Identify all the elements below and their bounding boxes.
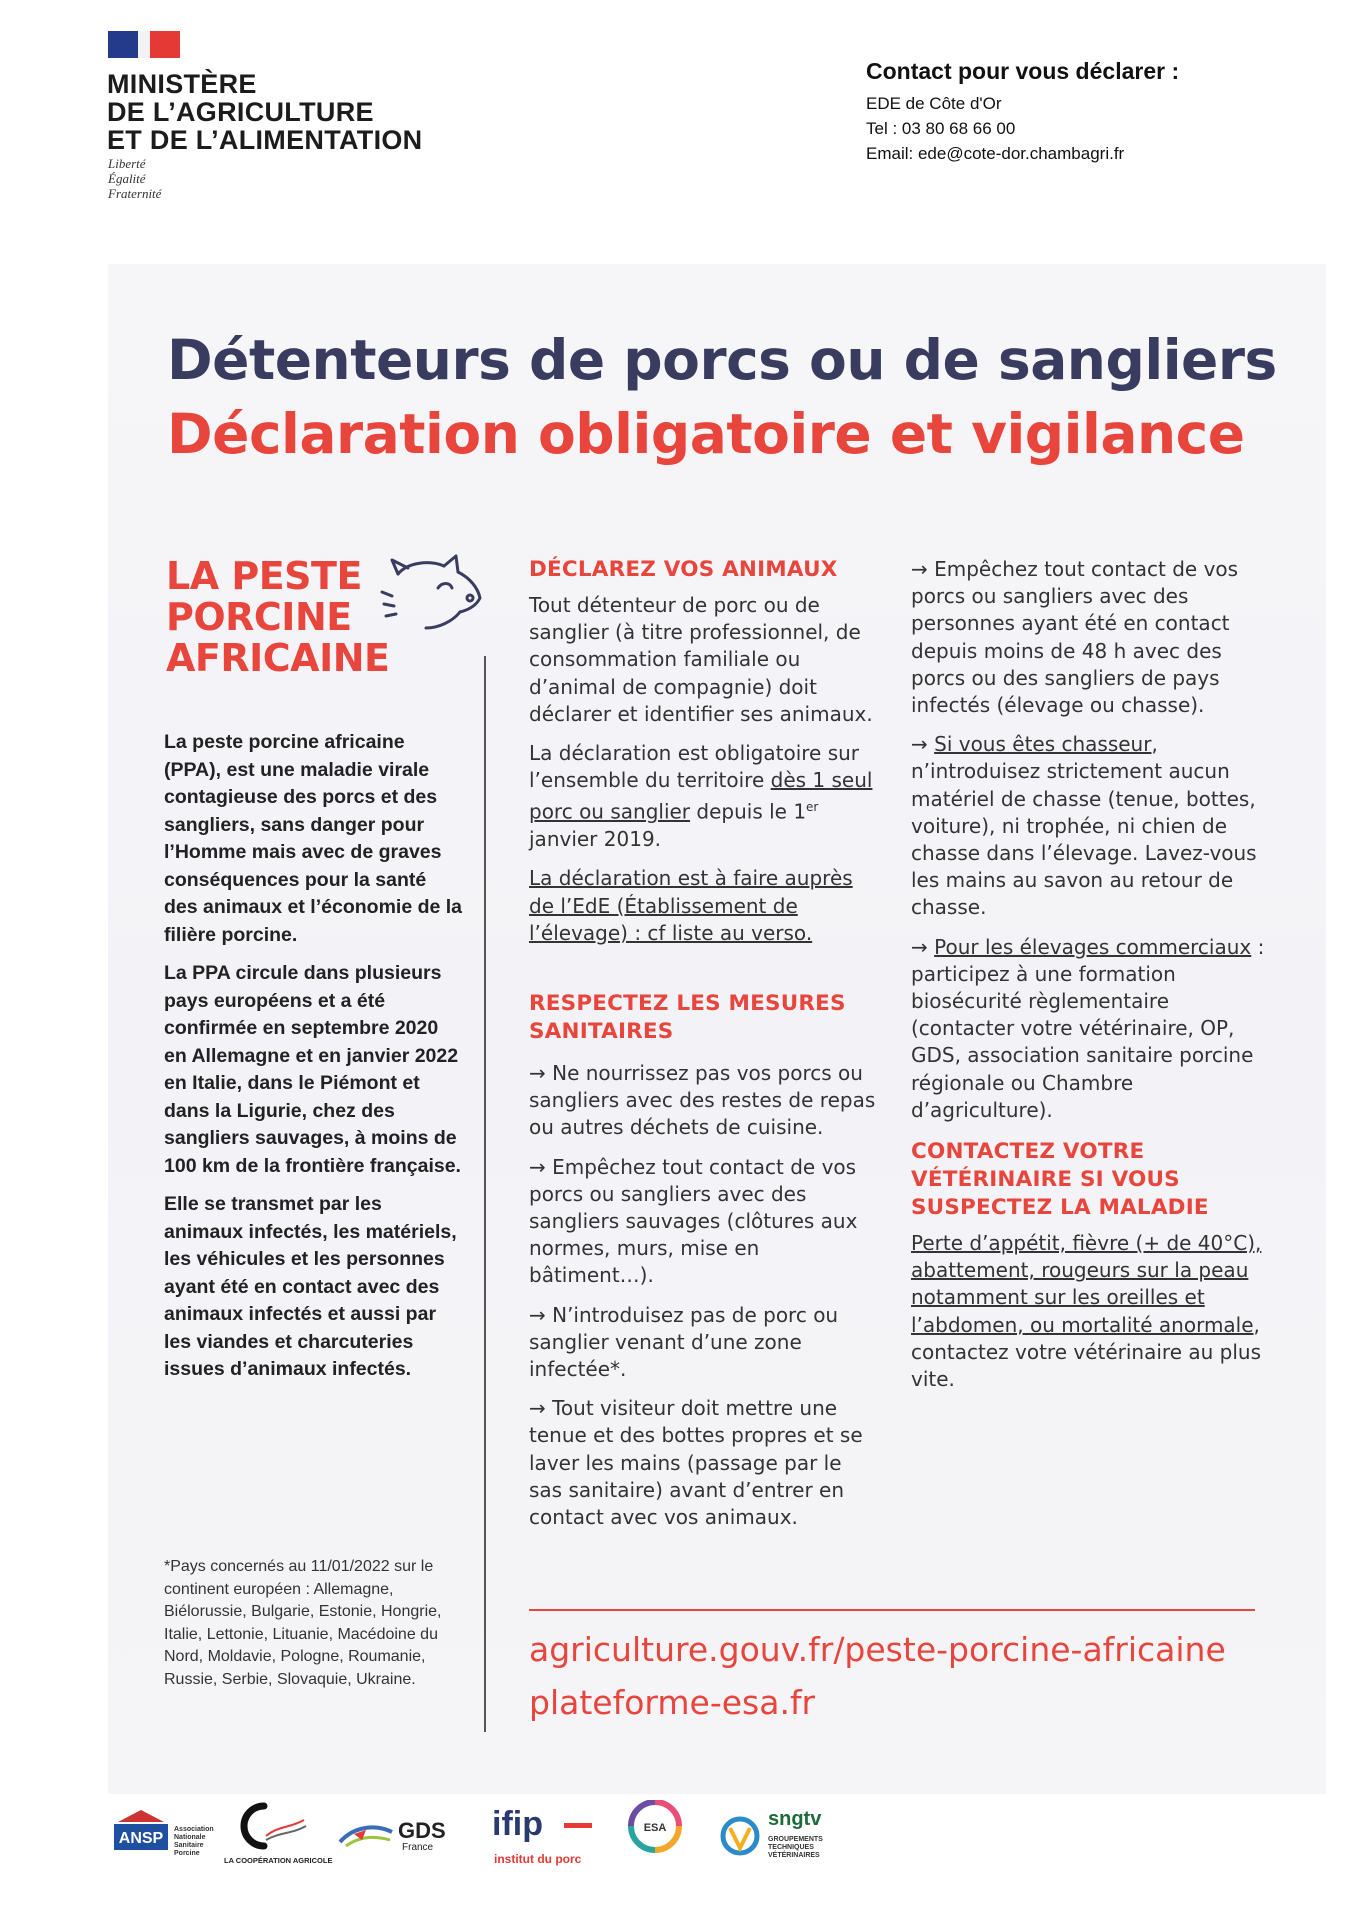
measure-item: → Empêchez tout contact de vos porcs ou sangliers avec des sangliers sauvages (clôtures aux normes, murs, mise en bâtiment…). [529, 1154, 858, 1288]
motto-line: Liberté [108, 156, 146, 171]
ansp-name: Association Nationale Sanitaire Porcine [174, 1826, 214, 1857]
arrow-text: → [911, 934, 935, 959]
ministry-name [107, 70, 423, 154]
vigilance-item: → Empêchez tout contact de vos porcs ou sangliers avec des personnes ayant été en contact depuis moins de 48 h avec des porcs ou des sangliers de pays infectés (élevage ou chasse). [911, 557, 1239, 718]
declare-section [529, 556, 879, 959]
republic-motto [108, 156, 161, 201]
contact-block [866, 58, 1179, 166]
text-span: janvier 2019. [529, 827, 662, 852]
declare-paragraph: Tout détenteur de porc ou de sanglier (à titre professionnel, de consommation familiale ou d’animal de compagnie) doit déclarer et identifier ses animaux. [529, 593, 873, 726]
underlined-text: Perte d’appétit, fièvre (+ de 40°C), abattement, rougeurs sur la peau notamment sur les oreilles et l’abdomen, ou mortalité anormale [911, 1231, 1262, 1337]
contact-email: Email: ede@cote-dor.chambagri.fr [866, 144, 1125, 163]
measure-item: → Ne nourrissez pas vos porcs ou sangliers avec des restes de repas ou autres déchets de cuisine. [529, 1061, 876, 1140]
ansp-logo [112, 1808, 170, 1852]
ppa-heading-line: AFRICAINE [166, 636, 390, 680]
vet-heading: CONTACTEZ VOTRE VÉTÉRINAIRE SI VOUS SUSPECTEZ LA MALADIE [911, 1139, 1209, 1221]
motto-line: Égalité [108, 171, 146, 186]
vigilance-item [911, 731, 1271, 921]
text-span: depuis le 1 [690, 800, 807, 825]
measures-section [529, 990, 879, 1543]
links-separator [529, 1609, 1255, 1611]
underlined-text: Pour les élevages commerciaux [934, 934, 1252, 959]
underlined-text: dès 1 seul porc ou sanglier [529, 768, 873, 825]
contact-phone: Tel : 03 80 68 66 00 [866, 119, 1016, 138]
sngtv-logo [720, 1816, 760, 1856]
text-span: , contactez votre vétérinaire au plus vite. [911, 1312, 1261, 1392]
text-span: , n’introduisez strictement aucun matériel de chasse (tenue, bottes, voiture), ni trophée, ni chien de chasse dans l’élevage. Lavez-vous les mains au savon au retour de chasse. [911, 732, 1257, 920]
ppa-heading [166, 556, 389, 679]
ppa-description [164, 729, 464, 1395]
declare-heading: DÉCLAREZ VOS ANIMAUX [529, 557, 838, 582]
ppa-heading-line: PORCINE [166, 595, 352, 639]
ppa-paragraph: Elle se transmet par les animaux infectés, les matériels, les véhicules et les personnes ayant été en contact avec des animaux infectés et aussi par les viandes et charcuteries issues d’animaux infectés. [164, 1193, 457, 1380]
agriculture-link[interactable]: agriculture.gouv.fr/peste-porcine-africaine [529, 1630, 1226, 1669]
ifip-name: ifip [492, 1805, 543, 1843]
declare-paragraph [529, 740, 879, 853]
ministry-line: ET DE L’ALIMENTATION [107, 125, 423, 155]
gds-name: GDS [398, 1818, 446, 1843]
esa-logo [628, 1800, 682, 1858]
measure-item: → Tout visiteur doit mettre une tenue et des bottes propres et se laver les mains (passage par le sas sanitaire) avant d’entrer en contact avec vos animaux. [529, 1396, 863, 1530]
ppa-heading-line: LA PESTE [166, 554, 362, 598]
gds-country: France [402, 1842, 434, 1853]
motto-line: Fraternité [108, 186, 162, 201]
column-divider [484, 656, 486, 1732]
measure-item: → N’introduisez pas de porc ou sanglier venant d’une zone infectée*. [529, 1302, 839, 1382]
underlined-text: Si vous êtes chasseur [934, 732, 1152, 757]
superscript: er [806, 800, 819, 815]
ppa-paragraph: La PPA circule dans plusieurs pays européens et a été confirmée en septembre 2020 en Allemagne et en janvier 2022 en Italie, dans le Piémont et dans la Ligurie, chez des sangliers sauvages, à moins de 100 km de la frontière française. [164, 962, 461, 1177]
declare-where-link: La déclaration est à faire auprès de l’EdE (Établissement de l’élevage) : cf liste au verso. [529, 866, 853, 945]
contact-title: Contact pour vous déclarer : [866, 58, 1180, 84]
cooperation-agricole-logo [230, 1800, 310, 1852]
measures-heading: RESPECTEZ LES MESURES SANITAIRES [529, 991, 846, 1044]
poster-subtitle: Déclaration obligatoire et vigilance [167, 402, 1245, 466]
arrow-text: → [911, 732, 935, 757]
ifip-subtitle: institut du porc [494, 1852, 582, 1866]
vigilance-item [911, 934, 1271, 1124]
vet-paragraph [911, 1230, 1271, 1393]
gds-logo [336, 1822, 396, 1850]
ifip-accent-bar [564, 1823, 592, 1828]
ppa-paragraph: La peste porcine africaine (PPA), est une maladie virale contagieuse des porcs et des sangliers, sans danger pour l’Homme mais avec de graves conséquences pour la santé des animaux et l’économie de la filière porcine. [164, 731, 463, 946]
esa-link[interactable]: plateforme-esa.fr [529, 1683, 816, 1722]
ansp-logo-text: ANSP [118, 1830, 164, 1847]
ministry-line: DE L’AGRICULTURE [107, 97, 374, 127]
ministry-line: MINISTÈRE [107, 69, 257, 99]
vigilance-section [911, 556, 1271, 1405]
poster-title: Détenteurs de porcs ou de sangliers [167, 328, 1277, 392]
countries-footnote: *Pays concernés au 11/01/2022 sur le continent européen : Allemagne, Biélorussie, Bulgarie, Estonie, Hongrie, Italie, Lettonie, Lituanie, Macédoine du Nord, Moldavie, Pologne, Roumanie, Russie, Serbie, Slovaquie, Ukraine. [164, 1558, 442, 1688]
contact-organisation: EDE de Côte d'Or [866, 94, 1002, 113]
text-span: : participez à une formation biosécurité règlementaire (contacter votre vétérinaire, OP, GDS, association sanitaire porcine régionale ou Chambre d’agriculture). [911, 934, 1265, 1122]
cooperation-agricole-name: LA COOPÉRATION AGRICOLE [224, 1856, 333, 1865]
text-span: La déclaration est obligatoire sur l’ensemble du territoire [529, 741, 860, 793]
sngtv-name: sngtv [768, 1808, 822, 1830]
esa-logo-text: ESA [643, 1822, 667, 1834]
marianne-flag-logo [108, 31, 180, 58]
pig-icon [378, 552, 488, 634]
sngtv-subtitle: GROUPEMENTS TECHNIQUES VÉTÉRINAIRES [768, 1836, 823, 1859]
